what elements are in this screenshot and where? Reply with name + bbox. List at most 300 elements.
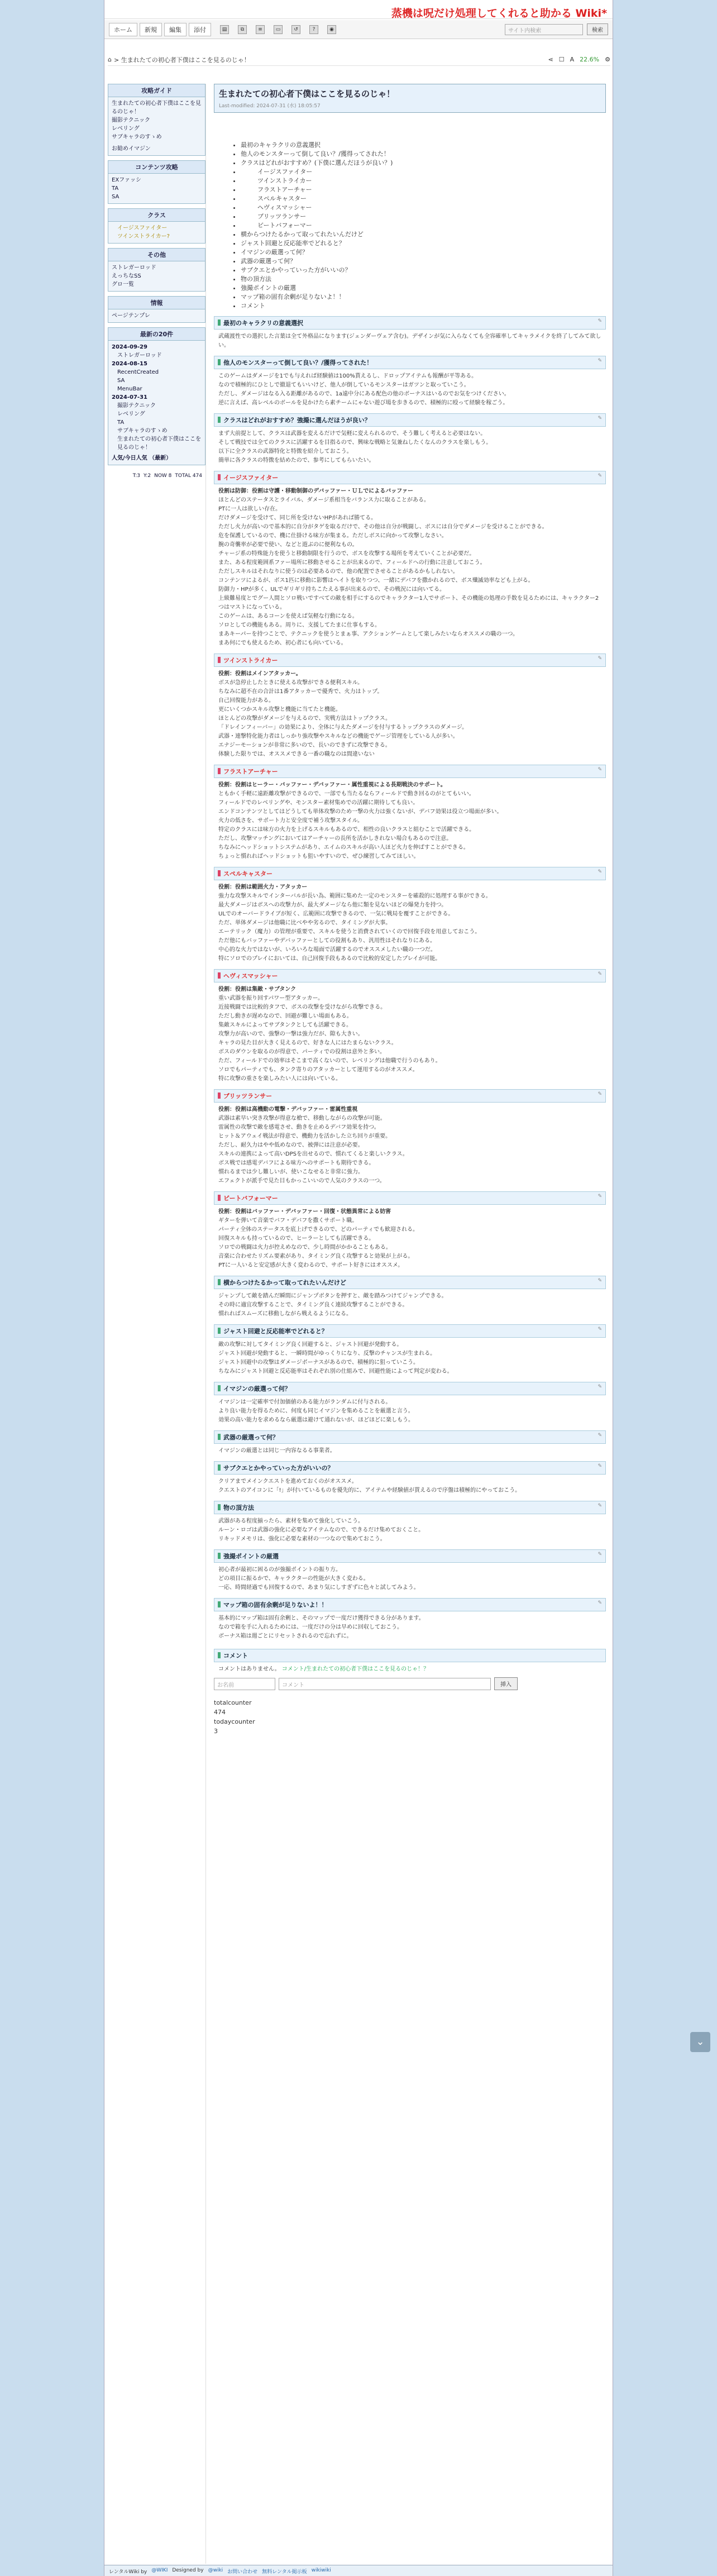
footer-text: Designed by bbox=[172, 2568, 204, 2573]
paragraph: コンテンツによるが、ボス1匹に移動に影響はヘイトを取りつつ、一緒にデバフを撒かれるので、ボス殲滅効率なども上がる。 bbox=[218, 578, 534, 584]
counter-t: T:3 bbox=[132, 473, 141, 479]
sidebar-box-other bbox=[108, 248, 205, 292]
recent-link[interactable]: SA bbox=[117, 378, 125, 384]
recent-link[interactable]: ストレガーロッド bbox=[117, 352, 162, 359]
section-title: イージスファイター bbox=[223, 474, 279, 481]
section bbox=[214, 316, 606, 350]
sidebar-link[interactable]: グロ一覧 bbox=[112, 282, 134, 288]
paragraph: ヒット＆アウェイ戦法が得意で、機動力を活かした立ち回りが重要。 bbox=[218, 1133, 391, 1139]
toc-item[interactable]: • 強撮ポイントの厳選 bbox=[241, 284, 606, 293]
home-button[interactable]: ホーム bbox=[109, 23, 137, 36]
recent-link[interactable]: 生まれたての初心者下僕はここを見るのじゃ！ bbox=[117, 436, 201, 451]
sidebar-link[interactable]: えっちなSS bbox=[112, 273, 141, 279]
section bbox=[214, 1501, 606, 1544]
edit-icon[interactable]: ✎ bbox=[598, 416, 602, 421]
paragraph: 攻撃力が高いので、強撃の一撃は強力だが、隙も大きい。 bbox=[218, 1031, 364, 1037]
section bbox=[214, 1276, 606, 1319]
toc-item[interactable]: • マップ箱の固有余剰が足りないよ！！ bbox=[241, 293, 606, 302]
comment-field[interactable]: コメント bbox=[279, 1678, 491, 1690]
paragraph: ちなみにヘッドショットシステムがあり、エイムのスキルが高い人ほど火力を伸ばすことができる。 bbox=[218, 845, 469, 851]
recent-more[interactable]: 人気/今日人気 （最新） bbox=[112, 455, 172, 461]
toc-item[interactable]: • ツインストライカー bbox=[241, 176, 606, 185]
paragraph: ULでのオーバードライブが短く、広範囲に攻撃できるので、一気に戦局を覆すことができる。 bbox=[218, 911, 454, 917]
paragraph: 以下に全クラスの武器特化と特徴を紹介しておこう。 bbox=[218, 449, 352, 455]
paragraph: 上級難易度とでグー人間とソロ戦いですべての敵を相手にするのでキャラクター1人でサポート、その機能の処理の手数を見るためには、キャラクター2つはマストになっている。 bbox=[218, 595, 599, 610]
section-body bbox=[214, 427, 606, 465]
recent-link[interactable]: レベリング bbox=[117, 411, 145, 417]
list-icon[interactable]: ≡ bbox=[256, 25, 265, 34]
sidebar-body bbox=[108, 174, 205, 203]
footer-link[interactable]: @WIKI bbox=[151, 2568, 168, 2573]
paragraph: ボス戦では感電デバフによる味方へのサポートも期待できる。 bbox=[218, 1160, 375, 1166]
sidebar-box-classes bbox=[108, 208, 205, 244]
paragraph: チャージ系の特殊能力を使うと移動制限を行うので、ボスを攻撃する場所を考えていくことが必要だ。 bbox=[218, 551, 475, 557]
paragraph: 特定のクラスには味方の火力を上げるスキルもあるので、相性の良いクラスと組むことで活躍できる。 bbox=[218, 827, 475, 833]
edit-icon[interactable]: ✎ bbox=[598, 1552, 602, 1557]
sidebar-body bbox=[108, 261, 205, 291]
paragraph: 重い武器を振り回すパワー型アタッカー。 bbox=[218, 995, 324, 1001]
section-body bbox=[214, 1514, 606, 1544]
paragraph: ジャスト回避中の攻撃はダメージボーナスがあるので、積極的に狙っていこう。 bbox=[218, 1359, 419, 1366]
section-title: サブクエとかやっていった方がいいの？ bbox=[223, 1464, 334, 1472]
paragraph: 腕の奇襲率が必要で使い、などと遊ぶのに便利なもの。 bbox=[218, 542, 358, 548]
paragraph: 慣れるまでは少し難しいが、使いこなせると非常に強力。 bbox=[218, 1169, 364, 1175]
paragraph: 役割：役割はヒーラー・バッファー・デバッファー・属性重視による長期戦決のサポート。 bbox=[218, 782, 446, 788]
sidebar-heading: 情報 bbox=[108, 297, 205, 309]
paragraph: だけダメージを受けて、同じ所を受けないHPがあれば勝てる。 bbox=[218, 515, 377, 521]
recent-link[interactable]: TA bbox=[117, 419, 125, 426]
section-title: ブリッツランサー bbox=[223, 1093, 273, 1100]
edit-button[interactable]: 編集 bbox=[164, 23, 187, 36]
paragraph: イマジンの厳選とは同じ一内容なるる事業者。 bbox=[218, 1448, 336, 1454]
section-body bbox=[214, 778, 606, 861]
section-body bbox=[214, 1563, 606, 1592]
toc-item[interactable]: • クラスはどれがおすすめ？(下僕に選んだほうが良い？) bbox=[241, 159, 606, 168]
paragraph: 効果の高い能力を求めるなら厳選は避けて通れないが、ほどほどに楽しもう。 bbox=[218, 1417, 414, 1423]
last-modified: Last-modified: 2024-07-31 (水) 18:05:57 bbox=[219, 103, 321, 109]
paragraph: 役割は防御：役割は守護・移動制御のデバッファー・ＵＬでによるバッファー bbox=[218, 488, 413, 494]
section bbox=[214, 1089, 606, 1186]
sidebar-box-guide bbox=[108, 84, 205, 156]
paragraph: まあ何にでも使えるため、初心者にも向いている。 bbox=[218, 640, 347, 646]
toc-item[interactable]: • イージスファイター bbox=[241, 168, 606, 176]
sidebar-heading: 攻略ガイド bbox=[108, 84, 205, 97]
comment-empty: コメントはありません。 bbox=[218, 1666, 280, 1672]
paragraph: 武器・連撃特化能力者はしっかり強攻撃やスキルなどの機能でゲージ管理をしている人が多い。 bbox=[218, 733, 458, 740]
search-input[interactable]: サイト内検索 bbox=[505, 24, 583, 35]
page-icon[interactable]: ▤ bbox=[220, 25, 229, 34]
section-body bbox=[214, 1205, 606, 1270]
toc-item[interactable]: • ジャスト回避と反応能率でどれると？ bbox=[241, 239, 606, 248]
section-body bbox=[214, 1444, 606, 1456]
help-icon[interactable]: ? bbox=[309, 25, 318, 34]
edit-icon[interactable]: ✎ bbox=[598, 1463, 602, 1469]
sidebar-body bbox=[108, 222, 205, 243]
edit-icon[interactable]: ✎ bbox=[598, 1433, 602, 1438]
paragraph: より良い能力を得るために、何度も同じイマジンを集めることを厳選と言う。 bbox=[218, 1408, 414, 1414]
section-title: スペルキャスター bbox=[223, 870, 273, 877]
paragraph: 火力の低さを、サポート力と安全度で補う攻撃スタイル。 bbox=[218, 818, 363, 824]
paragraph: 体験した限りでは、オススメできる一番の職なのは間違いない bbox=[218, 751, 375, 757]
toc-item[interactable]: • 武器の厳選って何？ bbox=[241, 257, 606, 266]
paragraph: クリアまでメインクエストを進めておくのがオススメ。 bbox=[218, 1478, 357, 1485]
sidebar-link[interactable]: ページテンプレ bbox=[112, 313, 150, 319]
sidebar-heading: 最新の20件 bbox=[108, 328, 205, 341]
site-header bbox=[104, 0, 613, 19]
section-heading bbox=[214, 1089, 606, 1103]
paragraph: このゲームはダメージを1でも与えれば経験値は100%貰えるし、ドロップアイテムも報酬が平等ある。 bbox=[218, 373, 477, 379]
section-body bbox=[214, 1289, 606, 1319]
section bbox=[214, 867, 606, 963]
section-title: 強撮ポイントの厳選 bbox=[223, 1553, 279, 1560]
page-wrapper bbox=[104, 0, 613, 2576]
paragraph: 簡単に各クラスの特徴を結めたので、参考にしてもらいたい。 bbox=[218, 457, 375, 464]
paragraph: クエストのアイコンに「!」が付いているものを優先的に、アイテムや経験値が貰えるので序盤は積極的にやっておこう。 bbox=[218, 1487, 521, 1494]
today-counter-label: todaycounter bbox=[214, 1718, 255, 1725]
sidebar-link[interactable]: ストレガーロッド bbox=[112, 265, 156, 271]
toc-item[interactable]: • イマジンの厳選って何？ bbox=[241, 248, 606, 257]
section bbox=[214, 765, 606, 861]
font-size-icon[interactable]: A bbox=[570, 56, 575, 63]
paragraph: PTに一人は欲しい存在。 bbox=[218, 506, 281, 512]
paragraph: ただし、ダメージはなる入る距離があるので、1a遠中分にある配色の他のボーナスはいるのでお気をつけください。 bbox=[218, 391, 510, 397]
paragraph: このゲームは、あるコーンを使えば気軽な行動になる。 bbox=[218, 613, 358, 619]
section-body bbox=[214, 1611, 606, 1641]
paragraph: エフェクトが派手で見た目もかっこいいので人気のクラスの一つ。 bbox=[218, 1178, 385, 1184]
paragraph: 中心的な火力ではないが、いろいろな場面で活躍するのでオススメしたい職の一つだ。 bbox=[218, 947, 436, 953]
paragraph: エンドコンテンツとしてはどうしても単体攻撃のため一撃の火力は強くないが、デバフ効果は役立つ場面が多い。 bbox=[218, 809, 503, 815]
footer-link[interactable]: お問い合わせ bbox=[227, 2569, 258, 2575]
sidebar-link[interactable]: ツインストライカー? bbox=[117, 233, 170, 240]
paragraph: 回復スキルも持っているので、ヒーラーとしても活躍できる。 bbox=[218, 1235, 375, 1242]
paragraph: ちなみにジャスト回避と反応能率はそれぞれ別の仕組みで、回避性能によって判定が変わる。 bbox=[218, 1368, 453, 1375]
section-title: ツインストライカー bbox=[223, 657, 278, 664]
breadcrumb-path: > 生まれたての初心者下僕はここを見るのじゃ！ bbox=[113, 56, 250, 64]
section-title: フラストアーチャー bbox=[223, 768, 278, 775]
paragraph: ただし、攻撃マッチングにおいてはアーチャーの長所を活かしきれない場合もあるので注意。 bbox=[218, 836, 452, 842]
recent-date: 2024-07-31 bbox=[112, 394, 147, 400]
section-heading bbox=[214, 1549, 606, 1563]
section bbox=[214, 1191, 606, 1270]
toc-item[interactable]: • ブリッツランサー bbox=[241, 212, 606, 221]
paragraph: ただし動きが遅めなので、回避が難しい場面もある。 bbox=[218, 1013, 352, 1019]
edit-icon[interactable]: ✎ bbox=[598, 473, 602, 479]
edit-icon[interactable]: ✎ bbox=[598, 1600, 602, 1606]
section-title: ビートバフォーマー bbox=[223, 1195, 278, 1202]
sidebar-link[interactable]: EXファッシ bbox=[112, 177, 141, 183]
toc-item[interactable]: • フラストアーチャー bbox=[241, 185, 606, 194]
paragraph: パーティ全体のステータスを底上げできるので、どのパーティでも歓迎される。 bbox=[218, 1227, 418, 1233]
sidebar-body bbox=[108, 309, 205, 322]
comment-form bbox=[214, 1677, 606, 1690]
paragraph: ボスのダウンを取るのが得意で、パーティでの役割は意外と多い。 bbox=[218, 1049, 385, 1055]
section-body bbox=[214, 1103, 606, 1186]
footer bbox=[104, 2565, 613, 2576]
section-heading bbox=[214, 653, 606, 667]
sidebar-heading: その他 bbox=[108, 249, 205, 261]
paragraph: 一応、時間経過でも回復するので、あまり気にしすぎずに色々と試してみよう。 bbox=[218, 1585, 419, 1591]
toc-item[interactable]: • スペルキャスター bbox=[241, 194, 606, 203]
paragraph: エナジーモーションが非常に多いので、長いのできずに攻撃できる。 bbox=[218, 742, 391, 748]
bookmark-icon[interactable]: ☐ bbox=[558, 56, 565, 63]
paragraph: なので積極的にひとしで撤退てもいいけど、他人が倒しているモンスターはガツンと取っていこう。 bbox=[218, 382, 470, 388]
paragraph: 役割：役割はバッファー・デバッファー・回復・状態異常による妨害 bbox=[218, 1209, 391, 1215]
paragraph: ルーン・ロゴは武器の強化に必要なアイテムなので、できるだけ集めておくこと。 bbox=[218, 1527, 424, 1533]
edit-icon[interactable]: ✎ bbox=[598, 1327, 602, 1332]
counter-now: NOW 8 bbox=[154, 473, 172, 479]
paragraph: 「ドレインフィーバー」の効果により、全体に与えたダメージを付与するトップクラスのダメージ。 bbox=[218, 724, 468, 731]
sidebar-link[interactable]: TA bbox=[112, 185, 119, 192]
section-title: 物の頂方法 bbox=[223, 1504, 254, 1511]
toc-item[interactable]: • コメント bbox=[241, 302, 606, 311]
section bbox=[214, 969, 606, 1084]
page-title-box bbox=[214, 84, 606, 113]
recent-link[interactable]: RecentCreated bbox=[117, 369, 159, 375]
paragraph: まず大前提として、クラスは武器を変えるだけで気軽に変えられるので、そう難しく考えると必要はない。 bbox=[218, 431, 486, 437]
paragraph: まあキーパーを持つことで、テクニックを使うとまぁ事、アクションゲームとして楽しみたいならオススメの職の一つ。 bbox=[218, 631, 519, 637]
paragraph: 役割：役割はメインアタッカー。 bbox=[218, 671, 302, 677]
section-title: 横からつけたるかって取ってれたいんだけど bbox=[223, 1279, 346, 1286]
total-counter-label: totalcounter bbox=[214, 1699, 252, 1706]
paragraph: ボーナス箱は週ごとにリセットされるので忘れずに。 bbox=[218, 1633, 352, 1639]
recent-link[interactable]: サブキャラのすゝめ bbox=[117, 428, 168, 434]
section-body bbox=[214, 982, 606, 1084]
breadcrumb bbox=[108, 54, 610, 66]
edit-icon[interactable]: ✎ bbox=[598, 656, 602, 661]
paragraph: 慣れればスムーズに移動しながら戦えるようになる。 bbox=[218, 1311, 352, 1317]
counter-y: Y:2 bbox=[144, 473, 151, 479]
sidebar-box-recent bbox=[108, 327, 205, 465]
section-heading bbox=[214, 867, 606, 880]
toc-item[interactable]: • サブクエとかやっていった方がいいの？ bbox=[241, 266, 606, 275]
paragraph: キャラの見た目が大きく見えるので、好きな人にはたまらないクラス。 bbox=[218, 1040, 397, 1046]
section-heading bbox=[214, 1382, 606, 1395]
section-heading bbox=[214, 413, 606, 427]
paragraph: ちょっと慣れればヘッドショットも狙いやすいので、ぜひ練習してみてほしい。 bbox=[218, 853, 419, 860]
section-body bbox=[214, 369, 606, 408]
new-button[interactable]: 新規 bbox=[140, 23, 162, 36]
paragraph: 役割：役割は高機動の電撃・デバッファー・雷属性重視 bbox=[218, 1106, 358, 1113]
section-heading bbox=[214, 765, 606, 778]
paragraph: ただ、単体ダメージは他職に比べやや劣るので、タイミングが大事。 bbox=[218, 920, 391, 926]
recent-date: 2024-09-29 bbox=[112, 344, 147, 350]
view-ratio: 22.6% bbox=[580, 56, 600, 63]
counter bbox=[214, 1698, 606, 1736]
section-body bbox=[214, 484, 606, 648]
toc-item[interactable]: • 横からつけたるかって取ってれたいんだけど bbox=[241, 230, 606, 239]
toc-item[interactable]: • 最初のキャラクリの意義選択 bbox=[241, 141, 606, 150]
paragraph: その時に適宜攻撃することで、タイミング良く連続攻撃することができる。 bbox=[218, 1302, 408, 1308]
sidebar-link[interactable]: SA bbox=[112, 194, 120, 200]
paragraph: 武器がある程度揃ったら、素材を集めて強化していこう。 bbox=[218, 1518, 364, 1524]
section bbox=[214, 1324, 606, 1376]
edit-icon[interactable]: ✎ bbox=[598, 1194, 602, 1199]
section-heading bbox=[214, 1276, 606, 1289]
footer-link[interactable]: @wiki bbox=[208, 2568, 223, 2573]
site-title[interactable]: 蒸機は呪だけ処理してくれると助かる Wiki* bbox=[391, 7, 607, 20]
edit-icon[interactable]: ✎ bbox=[598, 767, 602, 772]
sidebar-heading: コンテンツ攻略 bbox=[108, 161, 205, 174]
sidebar-link[interactable]: レベリング bbox=[112, 126, 140, 132]
rss-icon[interactable]: ◉ bbox=[327, 25, 336, 34]
section-title: クラスはどれがおすすめ？強撮に選んだほうが良い？ bbox=[223, 417, 371, 424]
section-heading bbox=[214, 1191, 606, 1205]
paragraph: ソロでもパーティでも、タンク寄りのアタッカーとして運用するのがオススメ。 bbox=[218, 1067, 418, 1073]
paragraph: PTに一人いると安定感が大きく変わるので、サポート好きにはオススメ。 bbox=[218, 1262, 404, 1268]
copy-icon[interactable]: ⧉ bbox=[238, 25, 247, 34]
menu-bar bbox=[104, 20, 613, 39]
page-title: 生まれたての初心者下僕はここを見るのじゃ！ bbox=[219, 89, 395, 99]
comment-link[interactable]: コメント/生まれたての初心者下僕はここを見るのじゃ！？ bbox=[281, 1666, 429, 1672]
section bbox=[214, 471, 606, 648]
sidebar-heading: クラス bbox=[108, 209, 205, 222]
folder-icon[interactable]: ▭ bbox=[274, 25, 283, 34]
section bbox=[214, 1461, 606, 1495]
paragraph: 雷属性の攻撃で敵を感電させ、動きを止めるデバフ効果を持つ。 bbox=[218, 1124, 380, 1130]
counter-total: TOTAL 474 bbox=[175, 473, 202, 479]
paragraph: ソロとしての機能もある。周りに、支援してたまに仕事もする。 bbox=[218, 622, 380, 628]
section-body bbox=[214, 1475, 606, 1495]
section-title: 武器の厳選って何？ bbox=[223, 1434, 279, 1441]
section-body bbox=[214, 330, 606, 350]
paragraph: 役割：役割は集敵・サブタンク bbox=[218, 986, 297, 993]
paragraph: 特にソロでのプレイにおいては、自己回復手段もあるので比較的安定したプレイが可能。 bbox=[218, 956, 441, 962]
paragraph: ただ、フィールドでの効率はそこまで高くないので、レベリングは他職で行うのもあり。 bbox=[218, 1058, 441, 1064]
section-heading bbox=[214, 1501, 606, 1514]
paragraph: どの項目に振るかで、キャラクターの性能が大きく変わる。 bbox=[218, 1576, 369, 1582]
paragraph: 近接戦闘では比較的タフで、ボスの攻撃を受けながら攻撃できる。 bbox=[218, 1004, 386, 1010]
edit-icon[interactable]: ✎ bbox=[598, 869, 602, 875]
paragraph: ただ他にもバッファーやデバッファーとしての役割もあり、汎用性はそれなりにある。 bbox=[218, 938, 436, 944]
section bbox=[214, 413, 606, 465]
section-heading bbox=[214, 1324, 606, 1338]
sidebar-link[interactable]: イージスファイター bbox=[117, 225, 168, 231]
attach-button[interactable]: 添付 bbox=[189, 23, 211, 36]
sidebar-counter bbox=[108, 470, 205, 483]
gear-icon[interactable]: ⚙ bbox=[605, 56, 610, 63]
section-heading bbox=[214, 471, 606, 484]
comment-section bbox=[214, 1649, 606, 1690]
home-icon[interactable]: ⌂ bbox=[108, 56, 112, 63]
main-content bbox=[214, 84, 606, 1736]
paragraph: 特に攻撃の重さを楽しみたい人には向いている。 bbox=[218, 1076, 341, 1082]
comment-heading: コメント bbox=[214, 1649, 606, 1662]
paragraph: リキッドメモリは、強化に必要な素材の一つなので集めておこう。 bbox=[218, 1536, 386, 1542]
sidebar-link[interactable]: 撮影テクニック bbox=[112, 117, 150, 123]
total-counter: 474 bbox=[214, 1709, 226, 1716]
today-counter: 3 bbox=[214, 1728, 218, 1735]
scroll-top-button[interactable]: ⌄ bbox=[690, 2032, 710, 2052]
paragraph: また、ある程度範囲系ファー場所に移動させることが出来るので、フィールドへの行動に注意しておこう。 bbox=[218, 560, 486, 566]
edit-icon[interactable]: ✎ bbox=[598, 1091, 602, 1097]
section-body bbox=[214, 667, 606, 759]
sidebar-box-contents bbox=[108, 160, 205, 204]
sidebar-body bbox=[108, 341, 205, 465]
section bbox=[214, 1430, 606, 1456]
sidebar-link[interactable]: 生まれたての初心者下僕はここを見るのじゃ！ bbox=[112, 101, 201, 115]
paragraph: 逆に言えば、高レベルのボールを見かけたら素チームにゃない遊び場を歩きるので、積極的に殴って経験を稼ごう。 bbox=[218, 400, 509, 406]
section-heading bbox=[214, 969, 606, 982]
paragraph: 音楽に合わせたリズム要素があり、タイミング良く攻撃すると効果が上がる。 bbox=[218, 1253, 414, 1260]
edit-icon[interactable]: ✎ bbox=[598, 1278, 602, 1284]
paragraph: 敵の攻撃に対してタイミング良く回避すると、ジャスト回避が発動する。 bbox=[218, 1342, 403, 1348]
paragraph: なので箱を手に入れるためには、一度だけの分は早めに回収しておこう。 bbox=[218, 1624, 403, 1630]
recent-date: 2024-08-15 bbox=[112, 361, 147, 367]
paragraph: ギターを弾いて音楽でバフ・デバフを撒くサポート職。 bbox=[218, 1218, 358, 1224]
section bbox=[214, 1549, 606, 1592]
edit-icon[interactable]: ✎ bbox=[598, 358, 602, 364]
paragraph: フィールドでのレベリングや、モンスター素材集めでの活躍に期待しても良い。 bbox=[218, 800, 419, 806]
toc-item[interactable]: • ヘヴィスマッシャー bbox=[241, 203, 606, 212]
section-body bbox=[214, 880, 606, 963]
paragraph: ただし火力が高いので基本的に自分がタゲを取るだけで、その他は自分が戦闘し、ボスには自分でダメージを受けることができる。 bbox=[218, 524, 548, 530]
paragraph: 自己回復能力がある。 bbox=[218, 698, 274, 704]
footer-link[interactable]: wikiwiki bbox=[311, 2568, 331, 2573]
edit-icon[interactable]: ✎ bbox=[598, 1384, 602, 1390]
paragraph: 役割：役割は範囲火力・アタッカー bbox=[218, 884, 308, 890]
sidebar-box-source bbox=[108, 296, 205, 323]
section-heading bbox=[214, 1598, 606, 1611]
paragraph: 基本的にマップ箱は固有余剰と、そのマップで一度だけ獲得できる分があります。 bbox=[218, 1615, 424, 1621]
section-title: ヘヴィスマッシャー bbox=[223, 972, 278, 980]
section-heading bbox=[214, 356, 606, 369]
insert-button[interactable]: 挿入 bbox=[494, 1677, 518, 1690]
table-of-contents bbox=[241, 141, 606, 311]
sidebar-link[interactable]: サブキャラのすゝめ bbox=[112, 134, 162, 140]
paragraph: 更にいくつかスキル攻撃と機能に当てたと機能。 bbox=[218, 707, 341, 713]
share-icon[interactable]: ⋖ bbox=[548, 56, 553, 63]
section bbox=[214, 653, 606, 759]
paragraph: ほとんどの攻撃がダメージを与えるので、実戦方法はトップクラス。 bbox=[218, 715, 391, 722]
name-field[interactable]: お名前 bbox=[214, 1678, 275, 1690]
search-button[interactable]: 検索 bbox=[587, 23, 608, 35]
paragraph: 初心者が最初に困るのが強撮ポイントの振り方。 bbox=[218, 1567, 341, 1573]
section-heading bbox=[214, 1461, 606, 1475]
section-body bbox=[214, 1338, 606, 1376]
paragraph: 防御力・HPが多く、ULでギリギリ持ちこたえる事が出来るので、その戦況には向いてる。 bbox=[218, 586, 446, 593]
toc-item[interactable]: • 物の頂方法 bbox=[241, 275, 606, 284]
paragraph: そして戦技では全てのクラスに活躍するを目指るので、興味な戦略と気兼ねしたくなんのクラスを楽しもう。 bbox=[218, 440, 492, 446]
footer-text: レンタルWiki by bbox=[109, 2569, 147, 2575]
paragraph: スキルの連携によって高いDPSを出せるので、慣れてくると楽しいクラス。 bbox=[218, 1151, 408, 1157]
recent-link[interactable]: 撮影テクニック bbox=[117, 403, 156, 409]
section-title: イマジンの厳選って何？ bbox=[223, 1385, 291, 1392]
section bbox=[214, 1382, 606, 1425]
paragraph: 武器は素早い突き攻撃が得意な槍で、移動しながらの攻撃が可能。 bbox=[218, 1115, 386, 1122]
section-title: マップ箱の固有余剰が足りないよ！！ bbox=[223, 1601, 328, 1609]
edit-icon[interactable]: ✎ bbox=[598, 1503, 602, 1509]
paragraph: 武蔵渡性での選択した言葉は全て外格品になります(ジェンダーヴェア含む)。デザインが気に入らなくても全容確率してキャラメイクを終了してみて欲しい。 bbox=[218, 333, 601, 349]
paragraph: ほとんどのステータスとライバル、ダメージ系相当をバランス力に取ることがある。 bbox=[218, 497, 429, 503]
paragraph: ジャスト回避が発動すると、一瞬時間がゆっくりになり、反撃のチャンスが生まれる。 bbox=[218, 1351, 436, 1357]
edit-icon[interactable]: ✎ bbox=[598, 971, 602, 977]
recent-link[interactable]: MenuBar bbox=[117, 386, 142, 392]
section-title: 最初のキャラクリの意義選択 bbox=[223, 319, 303, 327]
edit-icon[interactable]: ✎ bbox=[598, 318, 602, 324]
history-icon[interactable]: ↺ bbox=[291, 25, 300, 34]
paragraph: ただし、耐久力はやや低めなので、被弾には注意が必要。 bbox=[218, 1142, 364, 1148]
toc-item[interactable]: • 他人のモンスターって倒して良い？/獲得ってされた！ bbox=[241, 150, 606, 159]
paragraph: ただしスキルはそれなりに使うのは必要あるので、他の配置でさせることがあるかもしれない。 bbox=[218, 569, 458, 575]
paragraph: ジャンプして敵を踏んだ瞬間にジャンプボタンを押すと、敵を踏みつけてジャンプできる。 bbox=[218, 1293, 447, 1299]
section-body bbox=[214, 1395, 606, 1425]
update-link[interactable]: お勧めイマジン bbox=[112, 146, 151, 152]
section-heading bbox=[214, 1430, 606, 1444]
paragraph: ソロでの戦闘は火力が控えめなので、少し時間がかかることもある。 bbox=[218, 1244, 391, 1251]
section-title: ジャスト回避と反応能率でどれると？ bbox=[223, 1328, 328, 1335]
toc-item[interactable]: • ビートバフォーマー bbox=[241, 221, 606, 230]
footer-link[interactable]: 無料レンタル掲示板 bbox=[262, 2569, 307, 2575]
